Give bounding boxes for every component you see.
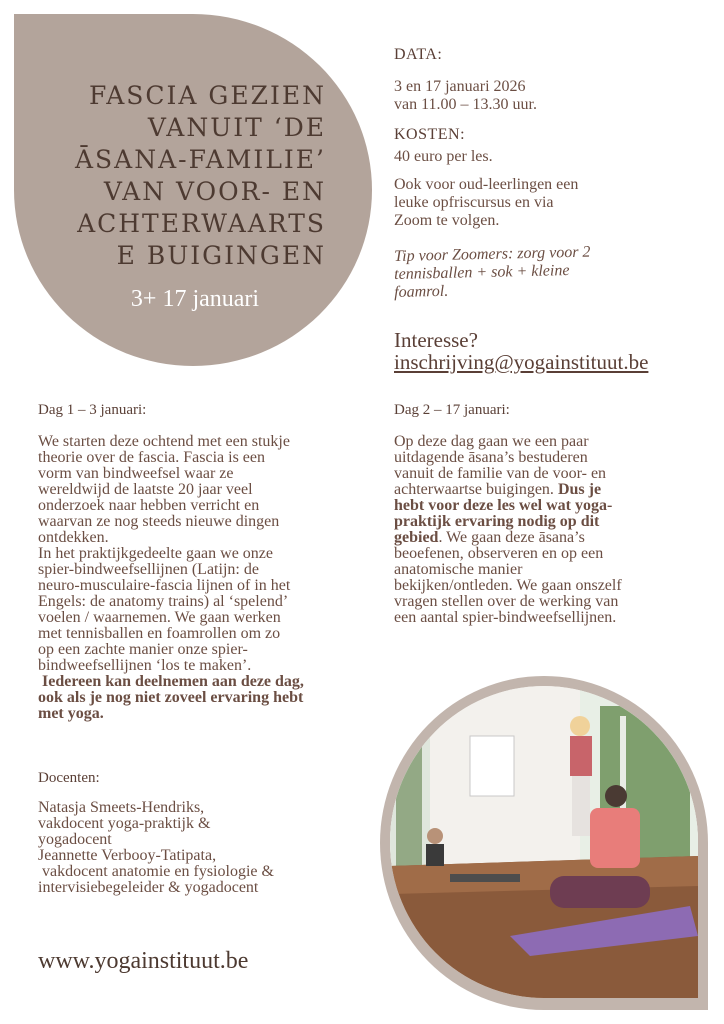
zoom-line: leuke opfriscursus en via [394,194,554,211]
email-link[interactable]: inschrijving@yogainstituut.be [394,350,649,374]
day1-line: waarvan ze nog steeds nieuwe dingen [38,513,280,530]
docent-line: vakdocent anatomie en fysiologie & [38,863,274,880]
day2-bold-text: gebied [394,529,439,546]
tip-line: Tip voor Zoomers: zorg voor 2 [394,243,591,265]
day2-line: bekijken/ontleden. We gaan onszelf [394,577,622,594]
day1-line: bindweefsellijnen ‘los te maken’. [38,657,252,674]
zoom-line: Ook voor oud-leerlingen een [394,176,579,193]
day1-line: onderzoek naar hebben verricht en [38,497,260,514]
data-line: 3 en 17 januari 2026 [394,78,526,95]
day2-line [394,482,710,498]
title-line: ĀSANA-FAMILIE’ [75,145,326,174]
day1-line: spier-bindweefsellijnen (Latijn: de [38,561,259,578]
docent-line: intervisiebegeleider & yogadocent [38,879,259,896]
day1-line: Engels: de anatomy trains) al ‘spelend’ [38,593,289,610]
day2-line: anatomische manier [394,561,523,578]
day1-line: We starten deze ochtend met een stukje [38,433,290,450]
interesse-label: Interesse? [394,328,478,352]
day1-heading: Dag 1 – 3 januari: [38,402,147,418]
docenten-heading: Docenten: [38,770,100,786]
title-line: VAN VOOR- EN [103,177,326,206]
day2-bold-line: hebt voor deze les wel wat yoga- [394,497,613,514]
day2-body [394,434,710,626]
title-line: E BUIGINGEN [116,241,326,270]
day1-line: voelen / waarnemen. We gaan werken [38,609,281,626]
day1-bold-line: ook als je nog niet zoveel ervaring hebt [38,689,304,706]
data-label: DATA: [394,46,443,63]
day1-line: vorm van bindweefsel waar ze [38,465,234,482]
day1-line: wereldwijd de laatste 20 jaar veel [38,481,253,498]
day2-line: vragen stellen over de werking van [394,593,619,610]
page-title [20,80,326,272]
day2-line: Op deze dag gaan we een paar [394,433,589,450]
day2-bold-line: praktijk ervaring nodig op dit [394,513,600,530]
day2-line: een aantal spier-bindweefsellijnen. [394,609,617,626]
day2-bold-text: Dus je [557,481,602,498]
day2-line [394,530,710,546]
data-line: van 11.00 – 13.30 uur. [394,96,537,113]
docent-line: Natasja Smeets-Hendriks, [38,799,205,816]
day1-line: ontdekken. [38,529,109,546]
docent-line: vakdocent yoga-praktijk & [38,815,211,832]
day1-body [38,434,378,722]
day1-line: neuro-musculaire-fascia lijnen of in het [38,577,291,594]
title-line: FASCIA GEZIEN [89,81,326,110]
day2-text: . We gaan deze āsana’s [438,529,585,546]
title-line: ACHTERWAARTS [77,209,326,238]
day2-line: vanuit de familie van de voor- en [394,465,607,482]
tip-line: tennisballen + sok + kleine [394,262,570,283]
docent-line: Jeannette Verbooy-Tatipata, [38,847,217,864]
day2-text: achterwaartse buigingen. [394,481,558,498]
day2-heading: Dag 2 – 17 januari: [394,402,510,418]
date-subtitle: 3+ 17 januari [130,286,260,312]
website-link[interactable]: www.yogainstituut.be [38,948,249,974]
day1-bold-line: met yoga. [38,705,104,722]
kosten-value: 40 euro per les. [394,148,493,165]
title-line: VANUIT ‘DE [147,113,326,142]
docent-line: yogadocent [38,831,112,848]
day1-line: In het praktijkgedeelte gaan we onze [38,545,273,562]
zoom-line: Zoom te volgen. [394,212,500,229]
kosten-label: KOSTEN: [394,126,466,143]
docenten-list [38,800,378,896]
day1-line: theorie over de fascia. Fascia is een [38,449,266,466]
tip-line: foamrol. [394,282,449,301]
day2-line: beoefenen, observeren en op een [394,545,604,562]
yoga-class-illustration [390,686,698,998]
day1-bold-line: Iedereen kan deelnemen aan deze dag, [38,673,304,690]
day1-line: met tennisballen en foamrollen om zo [38,625,281,642]
yoga-class-photo [390,686,698,998]
day2-line: uitdagende āsana’s bestuderen [394,449,588,466]
day1-line: op een zachte manier onze spier- [38,641,248,658]
